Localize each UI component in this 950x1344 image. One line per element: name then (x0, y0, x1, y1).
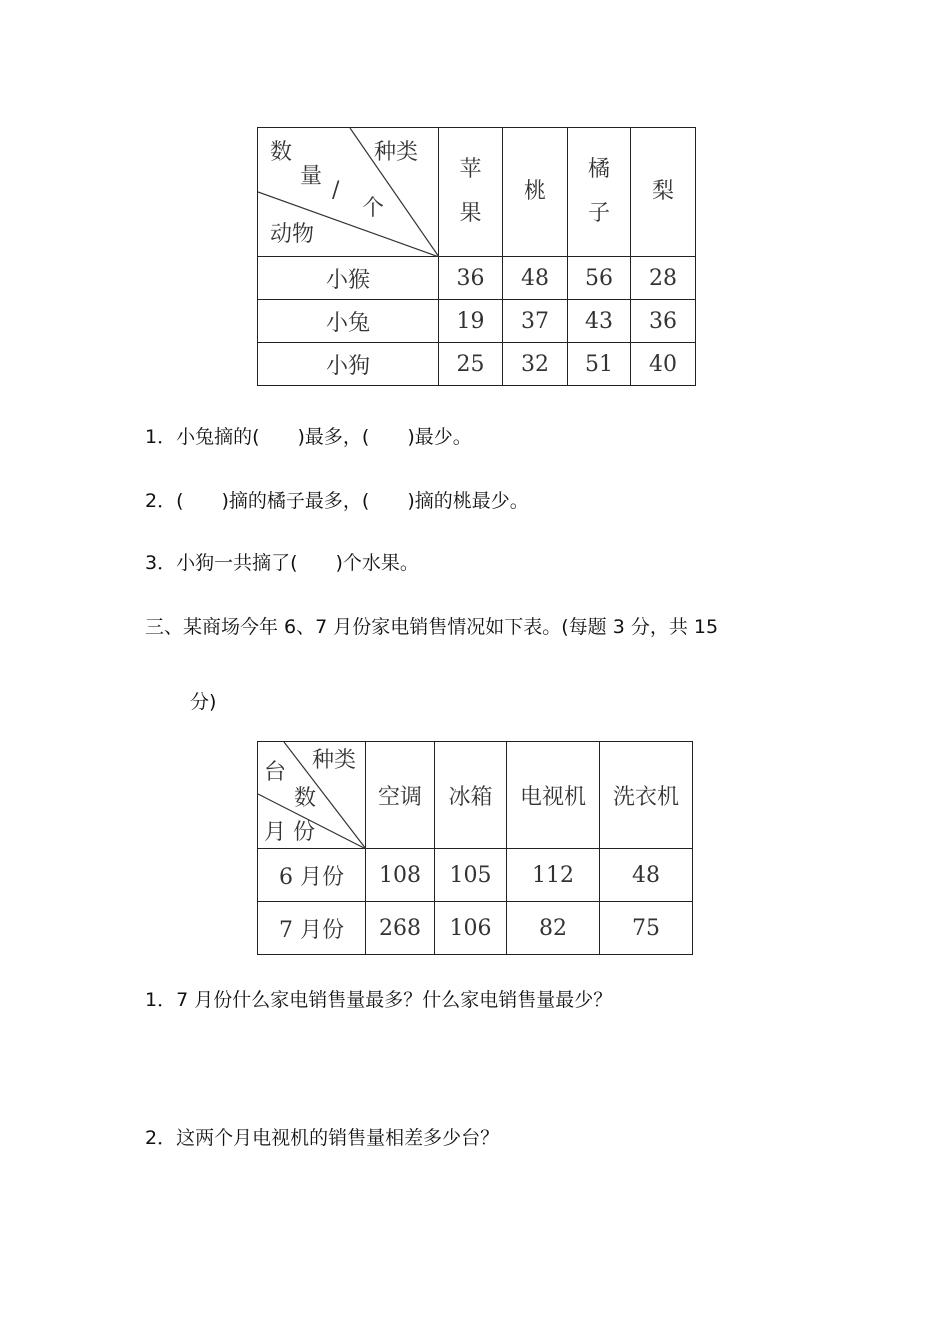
table1-corner-header (258, 128, 439, 257)
corner-category-label: 种类 (374, 140, 419, 165)
row-label: 7 月份 (258, 902, 366, 955)
cell-value: 25 (439, 343, 503, 386)
col-header-orange: 橘 子 (568, 128, 631, 257)
cell-value: 112 (507, 849, 600, 902)
question-3-2: 2．这两个月电视机的销售量相差多少台？ (145, 1127, 500, 1149)
table-row (258, 257, 696, 300)
cell-value: 37 (503, 300, 568, 343)
question-1-2: 2．( )摘的橘子最多，( )摘的桃最少。 (145, 490, 529, 512)
corner-animal-label: 动物 (270, 222, 315, 247)
col-header-television: 电视机 (507, 742, 600, 849)
cell-value: 51 (568, 343, 631, 386)
corner-unit-label: 个 (362, 196, 385, 221)
section-3-title-cont: 分) (190, 691, 217, 713)
cell-value: 75 (600, 902, 693, 955)
table-row (258, 902, 693, 955)
row-label: 小狗 (258, 343, 439, 386)
corner-quantity-char2: 量 (300, 164, 323, 189)
col-header-peach: 桃 (503, 128, 568, 257)
cell-value: 32 (503, 343, 568, 386)
row-label: 小猴 (258, 257, 439, 300)
cell-value: 48 (503, 257, 568, 300)
cell-value: 105 (435, 849, 507, 902)
corner-category-label: 种类 (312, 748, 357, 773)
col-header-washing-machine: 洗衣机 (600, 742, 693, 849)
cell-value: 28 (631, 257, 696, 300)
section-3-title: 三、某商场今年 6、7 月份家电销售情况如下表。(每题 3 分，共 15 (145, 616, 719, 638)
col-header-pear: 梨 (631, 128, 696, 257)
row-label: 小兔 (258, 300, 439, 343)
cell-value: 48 (600, 849, 693, 902)
col-header-apple: 苹 果 (439, 128, 503, 257)
appliance-sales-table (257, 741, 693, 955)
cell-value: 19 (439, 300, 503, 343)
cell-value: 108 (366, 849, 435, 902)
table-row (258, 343, 696, 386)
corner-slash: / (332, 178, 340, 203)
cell-value: 43 (568, 300, 631, 343)
question-3-1: 1．7 月份什么家电销售量最多？什么家电销售量最少？ (145, 989, 613, 1011)
cell-value: 40 (631, 343, 696, 386)
corner-unit-label: 台 (264, 760, 287, 785)
cell-value: 82 (507, 902, 600, 955)
fruit-picking-table (257, 127, 696, 386)
cell-value: 36 (631, 300, 696, 343)
question-1-1: 1．小兔摘的( )最多，( )最少。 (145, 426, 472, 448)
corner-month-label: 月 份 (264, 820, 315, 845)
cell-value: 106 (435, 902, 507, 955)
table-row (258, 300, 696, 343)
cell-value: 36 (439, 257, 503, 300)
row-label: 6 月份 (258, 849, 366, 902)
table2-corner-header (258, 742, 366, 849)
corner-quantity-label: 数 (294, 786, 317, 811)
table-row (258, 849, 693, 902)
col-header-refrigerator: 冰箱 (435, 742, 507, 849)
corner-quantity-char1: 数 (270, 140, 293, 165)
question-1-3: 3．小狗一共摘了( )个水果。 (145, 552, 419, 574)
cell-value: 56 (568, 257, 631, 300)
cell-value: 268 (366, 902, 435, 955)
col-header-air-conditioner: 空调 (366, 742, 435, 849)
